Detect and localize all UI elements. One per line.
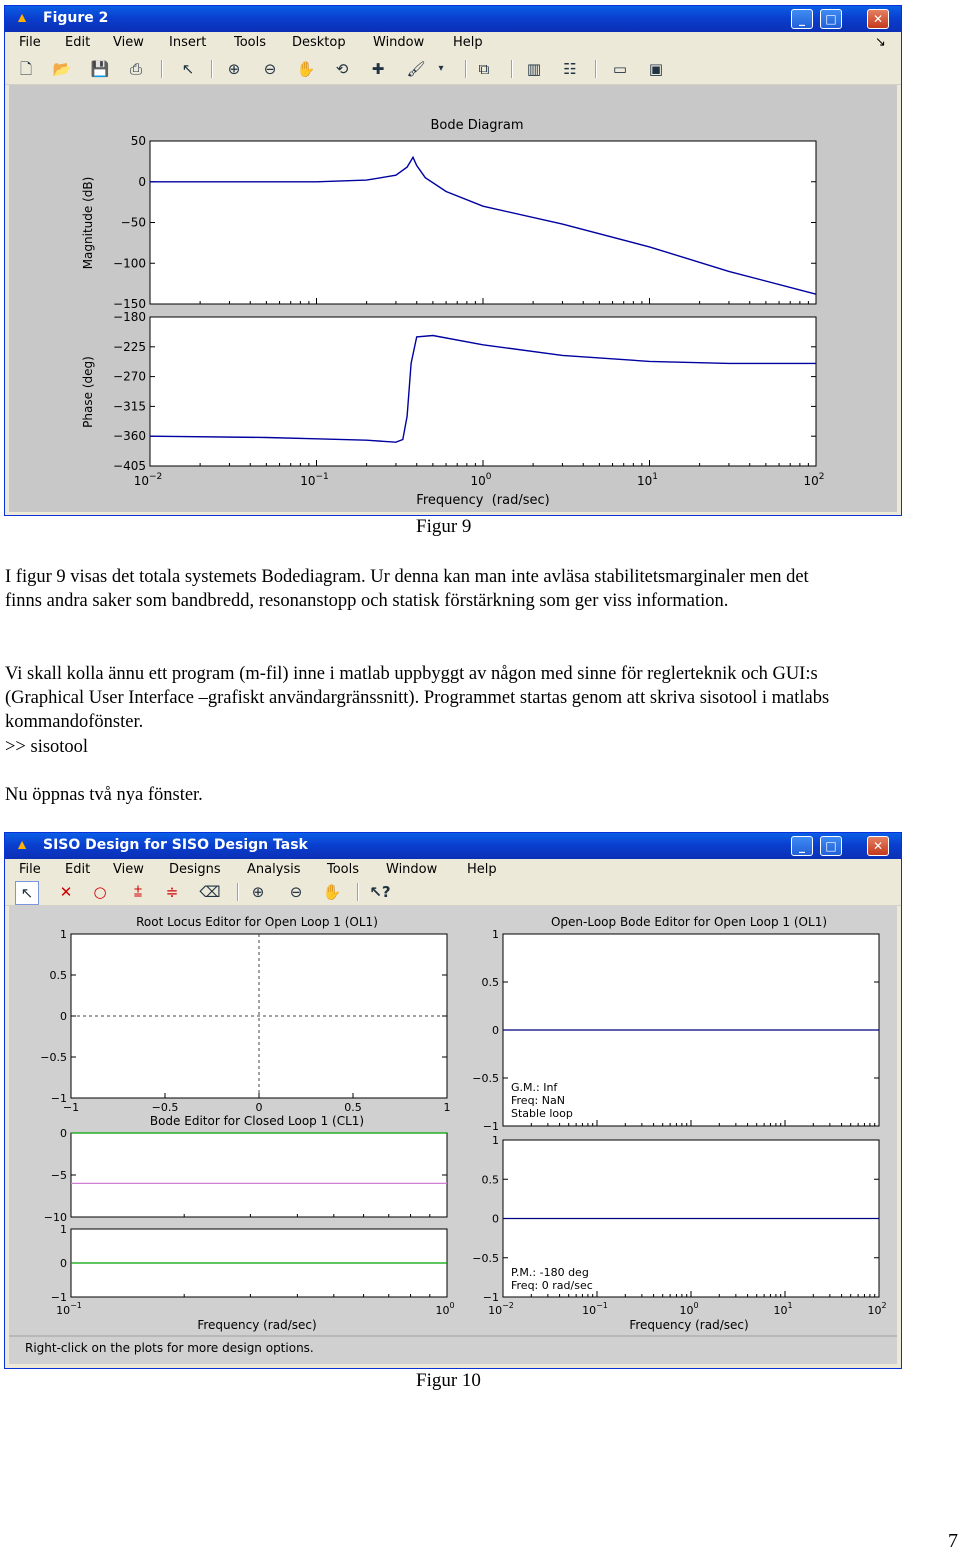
x-tick-label: $10^2$ bbox=[867, 1301, 887, 1317]
y-tick-label: 0 bbox=[60, 1127, 67, 1140]
dock-arrow-icon[interactable]: ↘ bbox=[875, 35, 886, 50]
paragraph-2-line-4: >> sisotool bbox=[5, 737, 89, 757]
siso-design-window bbox=[4, 832, 902, 1369]
menu-edit[interactable]: Edit bbox=[65, 35, 91, 50]
paragraph-3: Nu öppnas två nya fönster. bbox=[5, 785, 203, 805]
page-number: 7 bbox=[948, 1530, 958, 1552]
pointer-icon[interactable]: ↖ bbox=[15, 881, 39, 905]
menu-window[interactable]: Window bbox=[386, 862, 438, 877]
toolbar-separator bbox=[211, 60, 213, 78]
y-tick-label: −225 bbox=[113, 339, 146, 354]
x-tick-label: $10^{-1}$ bbox=[582, 1301, 608, 1317]
menu-bar bbox=[5, 32, 901, 54]
colorbar-icon[interactable]: ▥ bbox=[526, 60, 542, 78]
root-locus-title: Root Locus Editor for Open Loop 1 (OL1) bbox=[136, 915, 378, 929]
toolbar-separator bbox=[237, 883, 239, 901]
phase-ylabel: Phase (deg) bbox=[81, 356, 95, 428]
y-tick-label: −405 bbox=[113, 459, 146, 473]
stability-label: Stable loop bbox=[511, 1107, 573, 1120]
y-tick-label: 0 bbox=[60, 1257, 67, 1270]
rotate-3d-icon[interactable]: ⟲ bbox=[335, 60, 349, 78]
y-tick-label: 0.5 bbox=[481, 976, 499, 989]
siso-editors bbox=[9, 906, 897, 1364]
add-pole-icon[interactable]: ✕ bbox=[59, 883, 73, 901]
phase-margin-label: P.M.: -180 deg bbox=[511, 1266, 589, 1279]
y-tick-label: 1 bbox=[60, 1223, 67, 1236]
toolbar-separator bbox=[595, 60, 597, 78]
x-tick-label: −1 bbox=[62, 1101, 80, 1114]
paragraph-2-line-2: (Graphical User Interface –grafiskt användargränssnitt). Programmet startas genom att skriva sisotool i matlabs bbox=[5, 688, 830, 708]
pan-hand-icon[interactable]: ✋ bbox=[322, 883, 342, 901]
y-tick-label: 0 bbox=[492, 1024, 499, 1037]
add-complex-pole-icon[interactable]: ⩲ bbox=[133, 883, 143, 901]
toolbar-separator bbox=[357, 883, 359, 901]
y-tick-label: 1 bbox=[492, 1134, 499, 1147]
pointer-icon[interactable]: ↖ bbox=[181, 60, 195, 78]
toolbar bbox=[5, 879, 901, 906]
phase-axes bbox=[150, 317, 816, 466]
y-tick-label: 1 bbox=[60, 928, 67, 941]
y-tick-label: 0 bbox=[138, 174, 146, 189]
toolbar-separator bbox=[465, 60, 467, 78]
window-title: SISO Design for SISO Design Task bbox=[43, 837, 308, 853]
context-help-icon[interactable]: ↖? bbox=[369, 883, 391, 901]
phase-margin-freq-label: Freq: 0 rad/sec bbox=[511, 1279, 593, 1292]
plot-title: Bode Diagram bbox=[430, 118, 524, 133]
menu-window[interactable]: Window bbox=[373, 35, 425, 50]
close-button[interactable]: ✕ bbox=[867, 836, 889, 856]
x-axis-label: Frequency (rad/sec) bbox=[416, 493, 550, 508]
status-bar-text: Right-click on the plots for more design options. bbox=[25, 1341, 314, 1355]
y-tick-label: −100 bbox=[113, 256, 146, 271]
y-tick-label: 0 bbox=[60, 1010, 67, 1023]
menu-file[interactable]: File bbox=[19, 35, 41, 50]
matlab-logo-icon: ▲ bbox=[15, 838, 29, 853]
dropdown-arrow-icon[interactable]: ▾ bbox=[438, 63, 444, 74]
y-tick-label: 0.5 bbox=[481, 1173, 499, 1187]
add-complex-zero-icon[interactable]: ≑ bbox=[165, 883, 179, 901]
x-tick-label: $10^{-1}$ bbox=[56, 1301, 82, 1317]
zoom-in-icon[interactable]: ⊕ bbox=[251, 883, 265, 901]
x-tick-label: $10^{-2}$ bbox=[133, 472, 163, 488]
title-bar[interactable] bbox=[5, 833, 901, 859]
minimize-button[interactable]: _ bbox=[791, 9, 813, 29]
eraser-icon[interactable]: ⌫ bbox=[199, 883, 221, 901]
y-tick-label: −5 bbox=[50, 1169, 67, 1182]
menu-view[interactable]: View bbox=[113, 35, 144, 50]
x-tick-label: $10^2$ bbox=[803, 472, 825, 488]
toolbar bbox=[5, 54, 901, 85]
open-loop-title: Open-Loop Bode Editor for Open Loop 1 (OL1) bbox=[550, 915, 828, 929]
menu-view[interactable]: View bbox=[113, 862, 144, 877]
y-tick-label: −0.5 bbox=[40, 1051, 67, 1064]
link-plot-icon[interactable]: ⧉ bbox=[478, 60, 490, 78]
x-tick-label: −0.5 bbox=[151, 1101, 179, 1114]
x-tick-label: $10^1$ bbox=[773, 1301, 793, 1317]
paragraph-1-line-2: finns andra saker som bandbredd, resonanstopp och statisk förstärkning som ger viss information. bbox=[5, 591, 729, 611]
new-file-icon[interactable]: 🗋 bbox=[19, 60, 33, 78]
gain-margin-freq-label: Freq: NaN bbox=[511, 1094, 565, 1107]
y-tick-label: −315 bbox=[113, 399, 146, 414]
y-tick-label: −150 bbox=[113, 297, 146, 311]
toolbar-separator bbox=[511, 60, 513, 78]
menu-analysis[interactable]: Analysis bbox=[247, 862, 301, 877]
y-tick-label: −1 bbox=[482, 1120, 499, 1133]
minimize-button[interactable]: _ bbox=[791, 836, 813, 856]
figure-window bbox=[4, 5, 902, 516]
pan-hand-icon[interactable]: ✋ bbox=[296, 60, 316, 78]
print-icon[interactable]: ⎙ bbox=[129, 60, 142, 78]
paragraph-2-line-1: Vi skall kolla ännu ett program (m-fil) inne i matlab uppbyggt av någon med sinne för reglerteknik och GUI:s bbox=[5, 664, 818, 684]
x-tick-label: $10^{-1}$ bbox=[300, 472, 329, 488]
menu-bar bbox=[5, 859, 901, 881]
toolbar-separator bbox=[161, 60, 163, 78]
closed-loop-magnitude-axes[interactable] bbox=[71, 1133, 447, 1217]
zoom-out-icon[interactable]: ⊖ bbox=[289, 883, 303, 901]
menu-designs[interactable]: Designs bbox=[169, 862, 221, 877]
menu-help[interactable]: Help bbox=[467, 862, 497, 877]
figure-10-caption: Figur 10 bbox=[416, 1370, 481, 1391]
x-tick-label: $10^{-2}$ bbox=[488, 1301, 514, 1317]
design-canvas bbox=[9, 906, 897, 1364]
x-tick-label: 0 bbox=[255, 1101, 263, 1114]
menu-file[interactable]: File bbox=[19, 862, 41, 877]
left-x-axis-label: Frequency (rad/sec) bbox=[197, 1318, 317, 1332]
x-tick-label: 1 bbox=[443, 1101, 451, 1114]
zoom-in-icon[interactable]: ⊕ bbox=[227, 60, 241, 78]
menu-help[interactable]: Help bbox=[453, 35, 483, 50]
window-title: Figure 2 bbox=[43, 10, 109, 26]
open-folder-icon[interactable]: 📂 bbox=[52, 60, 72, 78]
y-tick-label: −1 bbox=[482, 1291, 499, 1304]
y-tick-label: −180 bbox=[113, 310, 146, 324]
y-tick-label: −1 bbox=[50, 1291, 67, 1304]
y-tick-label: 50 bbox=[130, 134, 146, 148]
figure-9-caption: Figur 9 bbox=[416, 516, 472, 537]
magnitude-axes bbox=[150, 141, 816, 304]
legend-icon[interactable]: ☷ bbox=[563, 60, 577, 78]
y-tick-label: −10 bbox=[43, 1211, 67, 1224]
y-tick-label: 1 bbox=[492, 928, 499, 941]
save-icon[interactable]: 💾 bbox=[90, 60, 110, 78]
y-tick-label: −360 bbox=[113, 429, 146, 444]
y-tick-label: −0.5 bbox=[472, 1251, 499, 1265]
data-cursor-icon[interactable]: ✚ bbox=[371, 60, 385, 78]
matlab-logo-icon: ▲ bbox=[15, 11, 29, 26]
closed-loop-title: Bode Editor for Closed Loop 1 (CL1) bbox=[149, 1114, 365, 1128]
x-tick-label: $10^0$ bbox=[470, 472, 492, 488]
menu-tools[interactable]: Tools bbox=[234, 35, 267, 50]
maximize-button[interactable]: □ bbox=[820, 9, 842, 29]
bode-diagram bbox=[9, 85, 897, 512]
paragraph-1-line-1: I figur 9 visas det totala systemets Bodediagram. Ur denna kan man inte avläsa stabilitetsmarginaler men det bbox=[5, 567, 809, 587]
y-tick-label: −270 bbox=[113, 369, 146, 384]
y-tick-label: 0.5 bbox=[49, 969, 67, 982]
figure-canvas bbox=[9, 85, 897, 512]
add-zero-icon[interactable]: ○ bbox=[93, 883, 107, 901]
gain-margin-label: G.M.: Inf bbox=[511, 1081, 558, 1094]
zoom-out-icon[interactable]: ⊖ bbox=[263, 60, 277, 78]
menu-edit[interactable]: Edit bbox=[65, 862, 91, 877]
x-tick-label: $10^0$ bbox=[679, 1301, 699, 1317]
y-tick-label: 0 bbox=[492, 1212, 499, 1226]
menu-desktop[interactable]: Desktop bbox=[292, 35, 346, 50]
menu-insert[interactable]: Insert bbox=[169, 35, 207, 50]
show-plot-tools-icon[interactable]: ▣ bbox=[648, 60, 664, 78]
magnitude-ylabel: Magnitude (dB) bbox=[81, 176, 95, 270]
maximize-button[interactable]: □ bbox=[820, 836, 842, 856]
right-x-axis-label: Frequency (rad/sec) bbox=[629, 1318, 749, 1332]
y-tick-label: −0.5 bbox=[472, 1072, 499, 1085]
y-tick-label: −50 bbox=[120, 215, 146, 230]
x-tick-label: $10^0$ bbox=[435, 1301, 455, 1317]
x-tick-label: 0.5 bbox=[344, 1101, 362, 1114]
paragraph-2-line-3: kommandofönster. bbox=[5, 712, 144, 732]
close-button[interactable]: ✕ bbox=[867, 9, 889, 29]
brush-icon[interactable]: 🖌 bbox=[406, 60, 426, 78]
hide-plot-tools-icon[interactable]: ▭ bbox=[612, 60, 628, 78]
x-tick-label: $10^1$ bbox=[636, 472, 659, 488]
y-tick-label: −1 bbox=[50, 1092, 67, 1105]
menu-tools[interactable]: Tools bbox=[327, 862, 360, 877]
title-bar[interactable] bbox=[5, 6, 901, 32]
